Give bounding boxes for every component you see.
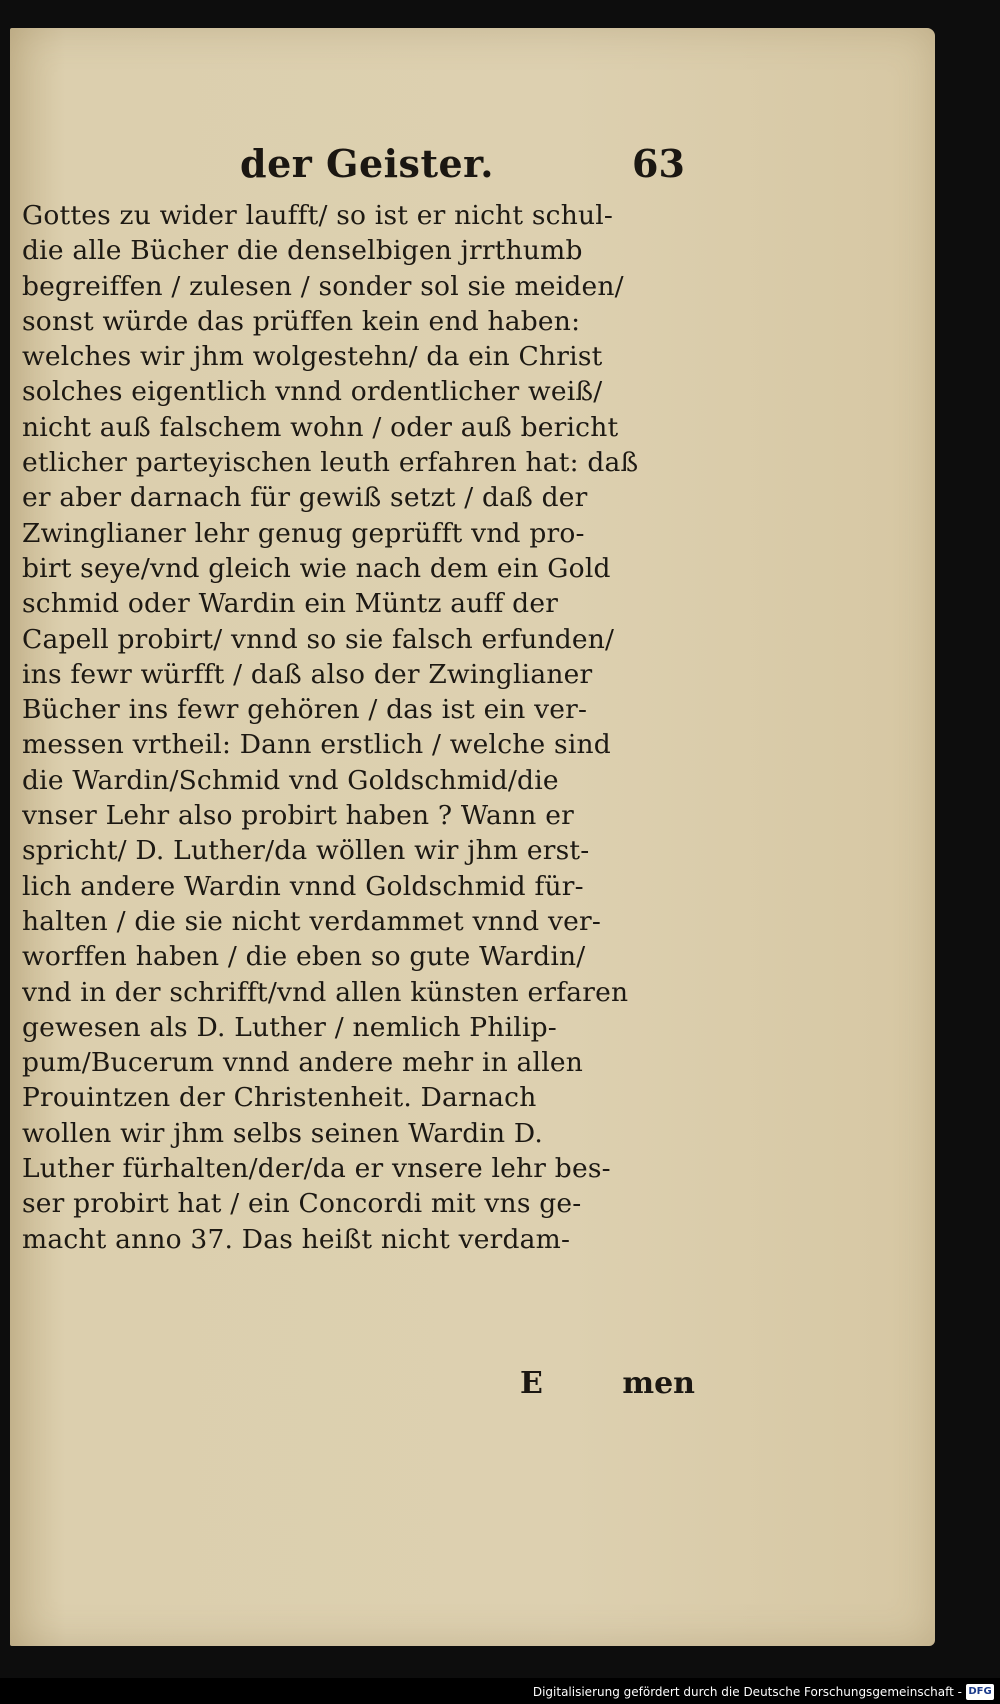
text-line: worffen haben / die eben so gute Wardin/ [22,941,586,973]
text-line: wollen wir jhm selbs seinen Wardin D. [22,1117,544,1149]
text-line: nicht auß falschem wohn / oder auß bericht [22,411,619,443]
signature-mark: E [520,1366,543,1401]
text-line: vnd in der schrifft/vnd allen künsten erfaren [22,976,629,1008]
text-line: messen vrtheil: Dann erstlich / welche sind [22,729,611,761]
text-line: pum/Bucerum vnnd andere mehr in allen [22,1047,584,1079]
text-line: Bücher ins fewr gehören / das ist ein ver- [22,694,588,726]
text-line: etlicher parteyischen leuth erfahren hat: daß [22,447,639,479]
text-line: begreiffen / zulesen / sonder sol sie meiden/ [22,270,624,302]
text-line: macht anno 37. Das heißt nicht verdam- [22,1223,571,1255]
body-text [22,198,702,1257]
text-line: Luther fürhalten/der/da er vnsere lehr bes- [22,1153,611,1185]
text-line: sonst würde das prüffen kein end haben: [22,305,581,337]
dfg-logo: DFG [966,1684,994,1700]
text-line: welches wir jhm wolgestehn/ da ein Christ [22,341,603,373]
text-line: Capell probirt/ vnnd so sie falsch erfunden/ [22,623,615,655]
text-line: die alle Bücher die denselbigen jrrthumb [22,235,583,267]
digitization-credit: Digitalisierung gefördert durch die Deutsche Forschungsgemeinschaft - [532,1685,962,1699]
running-head: der Geister. [240,141,494,186]
text-line: ins fewr würfft / daß also der Zwinglianer [22,658,593,690]
text-line: Gottes zu wider laufft/ so ist er nicht schul- [22,200,614,231]
text-line: solches eigentlich vnnd ordentlicher weiß/ [22,376,603,408]
text-line: Prouintzen der Christenheit. Darnach [22,1082,537,1114]
text-line: ser probirt hat / ein Concordi mit vns ge- [22,1188,582,1220]
text-line: die Wardin/Schmid vnd Goldschmid/die [22,764,559,796]
text-line: schmid oder Wardin ein Müntz auff der [22,588,559,620]
book-page [10,28,935,1646]
text-line: birt seye/vnd gleich wie nach dem ein Gold [22,552,611,584]
text-line: er aber darnach für gewiß setzt / daß der [22,482,588,514]
page-number: 63 [632,141,685,186]
catchword: men [622,1366,695,1401]
digitization-credit-bar [0,1678,1000,1704]
text-line: spricht/ D. Luther/da wöllen wir jhm erst- [22,835,590,867]
text-line: halten / die sie nicht verdammet vnnd ver- [22,905,602,937]
text-line: Zwinglianer lehr genug geprüfft vnd pro- [22,517,585,549]
text-line: lich andere Wardin vnnd Goldschmid für- [22,870,584,902]
text-line: gewesen als D. Luther / nemlich Philip- [22,1011,557,1043]
catchword-row [520,1366,695,1401]
text-line: vnser Lehr also probirt haben ? Wann er [22,800,574,832]
